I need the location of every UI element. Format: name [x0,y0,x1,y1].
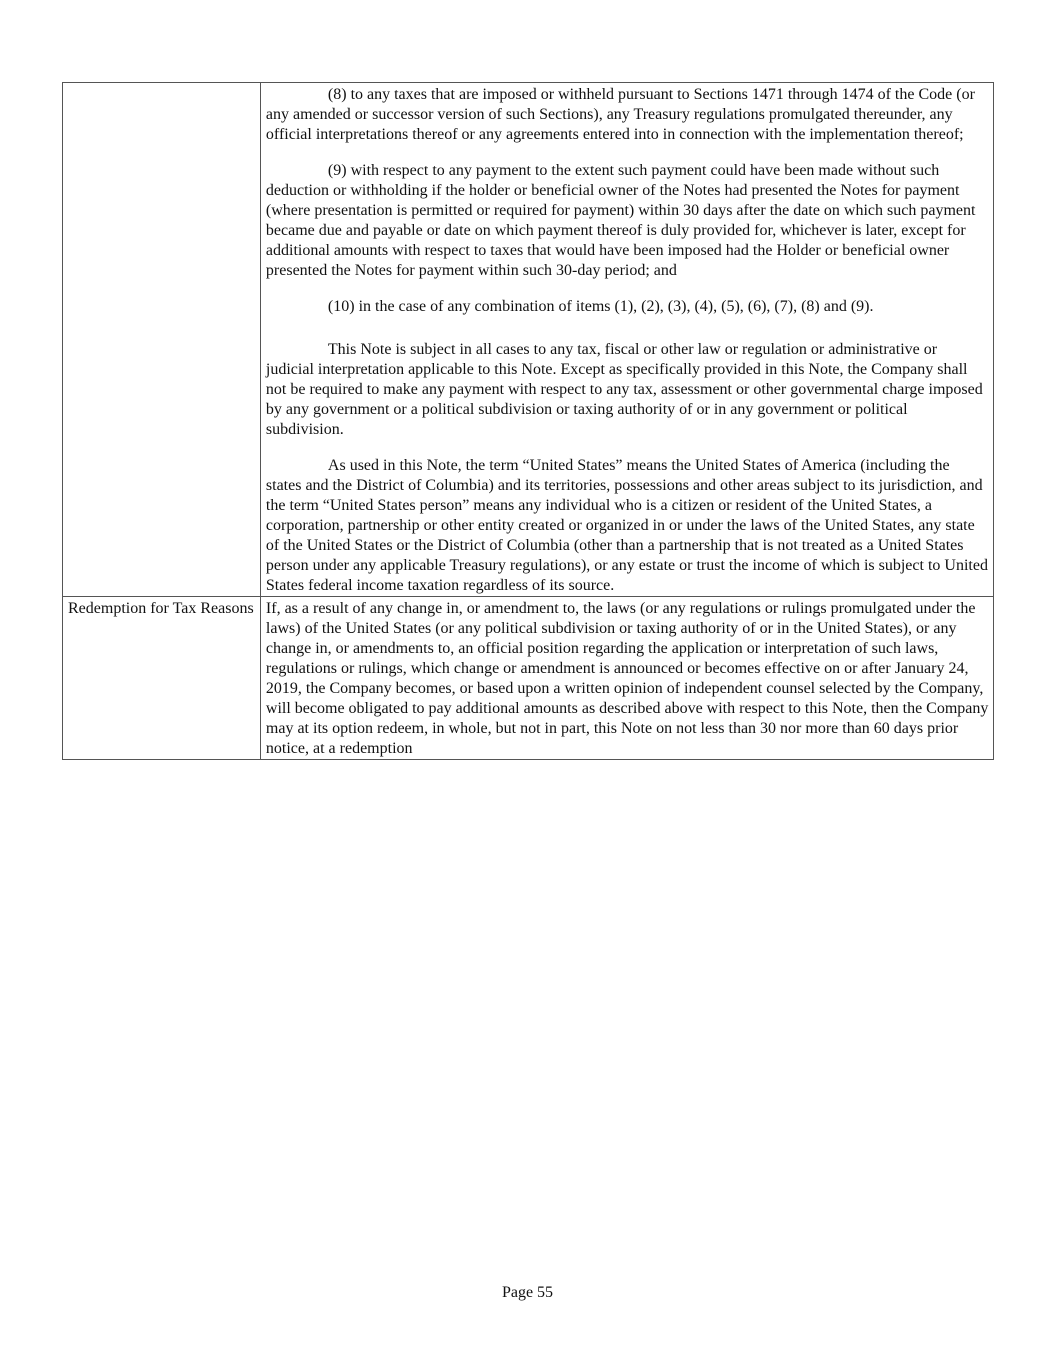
row-label-cell [63,597,261,760]
row-label-cell [63,83,261,597]
clause-9-paragraph: (9) with respect to any payment to the extent such payment could have been made without such deduction or withholding if the holder or beneficial owner of the Notes had presented the Notes for payment (where presentation is permitted or required for payment) within 30 days after the date on which such payment became due and payable or date on which payment thereof is duly provided for, whichever is later, except for additional amounts with respect to taxes that would have been imposed had the Holder or beneficial owner presented the Notes for payment within such 30-day period; and [265,162,976,279]
clause-10-paragraph: (10) in the case of any combination of items (1), (2), (3), (4), (5), (6), (7), (8) and (9). [327,298,874,315]
table-row-redemption [63,597,994,760]
tax-law-paragraph: This Note is subject in all cases to any tax, fiscal or other law or regulation or administrative or judicial interpretation applicable to this Note. Except as specifically provided in this Note, the Company shall not be required to make any payment with respect to any tax, assessment or other governmental charge imposed by any government or a political subdivision or taxing authority of or in any government or political subdivision. [265,341,983,438]
redemption-label: Redemption for Tax Reasons [68,600,254,617]
row-body-cell [260,597,993,760]
table-row-tax-exceptions [63,83,994,597]
terms-table [62,82,994,760]
redemption-paragraph: If, as a result of any change in, or amendment to, the laws (or any regulations or rulings promulgated under the laws) of the United States (or any political subdivision or taxing authority of or in the United States), or any change in, or amendments to, an official position regarding the application or interpretation of such laws, regulations or rulings, which change or amendment is announced or becomes effective on or after January 24, 2019, the Company becomes, or based upon a written opinion of independent counsel selected by the Company, will become obligated to pay additional amounts as described above with respect to this Note, then the Company may at its option redeem, in whole, but not in part, this Note on not less than 30 nor more than 60 days prior notice, at a redemption [265,600,989,757]
page-number: Page 55 [501,1284,554,1301]
clause-8-paragraph: (8) to any taxes that are imposed or withheld pursuant to Sections 1471 through 1474 of the Code (or any amended or successor version of such Sections), any Treasury regulations promulgated thereunder, any official interpretations thereof or any agreements entered into in connection with the implementation thereof; [265,86,975,143]
united-states-definition-paragraph: As used in this Note, the term “United States” means the United States of America (including the states and the District of Columbia) and its territories, possessions and other areas subject to its jurisdiction, and the term “United States person” means any individual who is a citizen or resident of the United States, a corporation, partnership or other entity created or organized in or under the laws of the United States, any state of the United States or the District of Columbia (other than a partnership that is not treated as a United States person under any applicable Treasury regulations), or any estate or trust the income of which is subject to United States federal income taxation regardless of its source. [265,457,988,594]
row-body-cell [260,83,993,597]
